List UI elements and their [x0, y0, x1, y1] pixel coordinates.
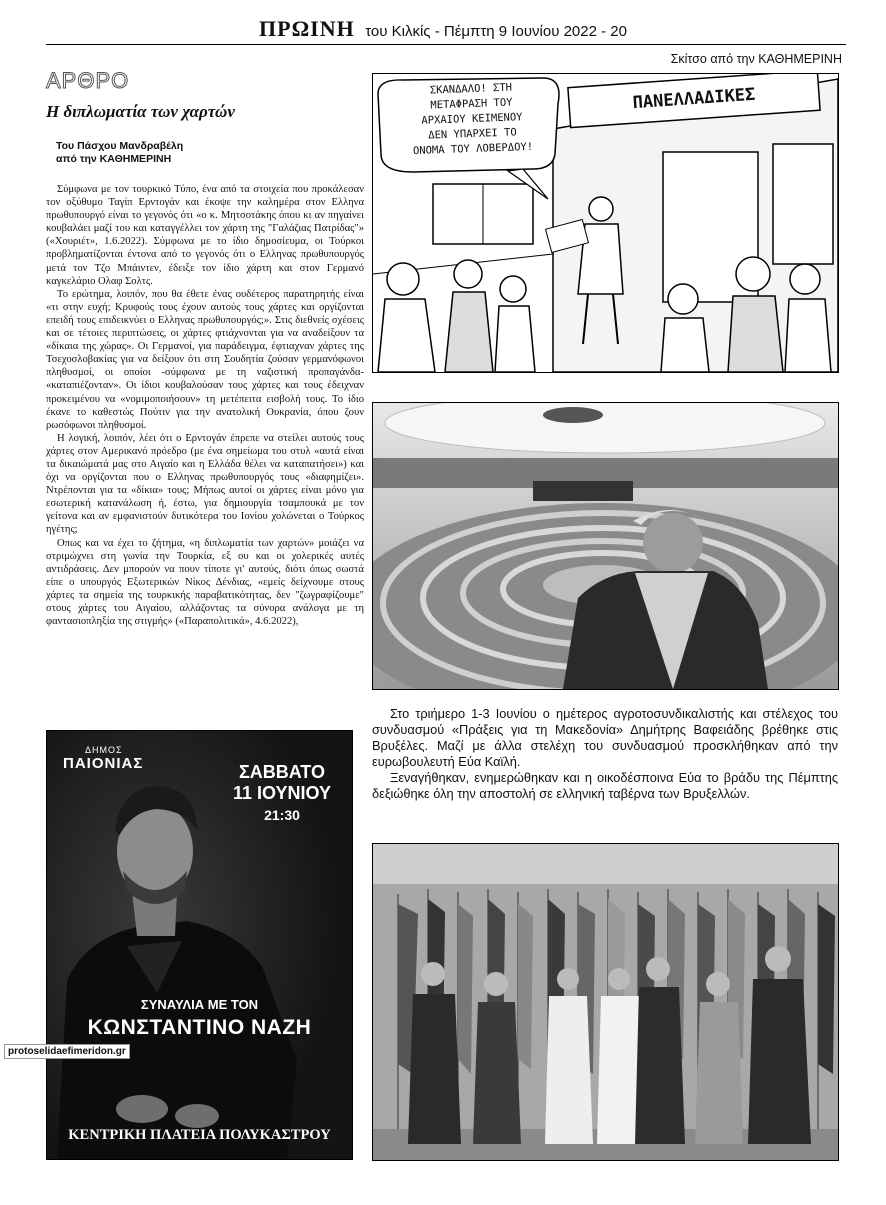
parliament-photo	[372, 402, 839, 690]
section-label: ΑΡΘΡΟ	[46, 68, 130, 93]
concert-day: ΣΑΒΒΑΤΟ	[239, 762, 325, 782]
caption-paragraph: Στο τριήμερο 1-3 Ιουνίου ο ημέτερος αγροτοσυνδικαλιστής και στέλεχος του συνδυασμού «Πράξεις για τη Μακεδονία» Δημήτρης Βαφειάδης βρέθηκε στις Βρυξέλες. Μαζί με άλλα στελέχη του συνδυασμού προσκλήθηκαν από την ευρωβουλευτή Εύα Καϊλή.	[372, 706, 838, 769]
byline-source: από την ΚΑΘΗΜΕΡΙΝΗ	[56, 153, 172, 165]
concert-venue: ΚΕΝΤΡΙΚΗ ΠΛΑΤΕΙΑ ΠΟΛΥΚΑΣΤΡΟΥ	[68, 1127, 331, 1143]
concert-time: 21:30	[264, 807, 300, 823]
speech-line: ΟΝΟΜΑ ΤΟΥ ΛΟΒΕΡΔΟΥ!	[412, 140, 534, 158]
logo-main-text: ΠΑΙΟΝΙΑΣ	[63, 755, 144, 772]
speech-line: ΜΕΤΑΦΡΑΣΗ ΤΟΥ	[430, 96, 513, 112]
watermark: protoselidaefimeridon.gr	[4, 1044, 130, 1059]
parliament-photo-drawing	[373, 403, 838, 689]
logo-top-text: ΔΗΜΟΣ	[85, 745, 123, 755]
cartoon	[372, 73, 839, 373]
group-photo	[372, 843, 839, 1161]
photo-caption	[372, 706, 838, 802]
group-photo-drawing	[373, 844, 838, 1160]
speech-line: ΔΕΝ ΥΠΑΡΧΕΙ ΤΟ	[428, 126, 517, 142]
header-rule	[46, 44, 846, 45]
issue-info: του Κιλκίς - Πέμπτη 9 Ιουνίου 2022 - 20	[365, 23, 627, 40]
article-body	[46, 183, 364, 713]
article-paragraph: Οπως και να έχει το ζήτημα, «η διπλωματία των χαρτών» μοιάζει να στριμώχνει στη γωνία την Τουρκία, εξ ου και οι χολερικές αυτές αντιδράσεις. Δεν μπορούν να πουν τίποτε γι' αυτούς, διότι όπως σωστά είπε ο υπουργός Εξωτερικών Νίκος Δένδιας, «εμείς δείχνουμε στους χάρτες τα σημεία της τουρκικής παραβατικότητας, δεν "ζωγραφίζουμε" στους χάρτες του Αιγαίου, αλλάζοντας τα σύνορα ανάλογα με τη φαντασιοπληξία της στιγμής» («Παραπολιτικά», 4.6.2022),	[46, 537, 364, 628]
concert-ad	[46, 730, 353, 1160]
caption-paragraph: Ξεναγήθηκαν, ενημερώθηκαν και η οικοδέσποινα Εύα το βράδυ της Πέμπτης δεξιώθηκε όλη την αποστολή σε ελληνική ταβέρνα των Βρυξελλών.	[372, 770, 838, 801]
byline	[56, 140, 183, 166]
article-paragraph: Σύμφωνα με τον τουρκικό Τύπο, ένα από τα στοιχεία που προκάλεσαν τον οξύθυμο Ταγίπ Ερντογάν και έκοψε την καλημέρα στον Ελληνα πρωθυπουργό είναι το γεγονός ότι «ο κ. Μητσοτάκης όπου κι αν πηγαίνει κουβαλάει μαζί του και καταγγέλλει τον χάρτη της "Γαλάζιας Πατρίδας"» («Χουριέτ», 1.6.2022). Σύμφωνα με το ίδιο δημοσίευμα, οι Τούρκοι προβληματίζονται έντονα από το γεγονός ότι ο Ελληνας πρωθυπουργός μετά τον Τζο Μπάιντεν, έδειξε τον ίδιο χάρτη και στον Γερμανό καγκελάριο Ολαφ Σολτς.	[46, 184, 364, 287]
byline-author: Του Πάσχου Μανδραβέλη	[56, 140, 184, 152]
cartoon-speech	[386, 79, 559, 160]
article-paragraph: Το ερώτημα, λοιπόν, που θα έθετε ένας ουδέτερος παρατηρητής είναι «τι στην ευχή; Κρυφούς τους έχουν αυτούς τους χάρτες και οργίζονται επειδή τους επιδεικνύει ο Ελληνας πρωθυπουργός;». Στις διεθνείς σχέσεις και σε τέτοιες περιπτώσεις, οι χάρτες φτιάχνονται για να αναδείξουν τα «δίκαια της χώρας». Οι Γερμανοί, για παράδειγμα, έφτιαχναν χάρτες της Τσεχοσλοβακίας για να δείξουν ότι στη Σουδητία ζούσαν γερμανόφωνοι πληθυσμοί, οι οποίοι -σύμφωνα με τη ναζιστική προπαγάνδα- «καταπιέζονταν». Οι ίδιοι κουβαλούσαν τους χάρτες και τους έδειχναν προκειμένου να «νομιμοποιήσουν» τη μετέπειτα εισβολή τους. Το ίδιο έκανε το καθεστώς Πούτιν για την ανατολική Ουκρανία, όπου ζουν ρωσόφωνοι πληθυσμοί.	[46, 288, 364, 431]
speech-line: ΣΚΑΝΔΑΛΟ! ΣΤΗ	[429, 81, 513, 97]
cartoon-sign: ΠΑΝΕΛΛΑΔΙΚΕΣ	[632, 84, 756, 114]
article-title: Η διπλωματία των χαρτών	[46, 102, 235, 121]
concert-date: 11 ΙΟΥΝΙΟΥ	[232, 783, 332, 803]
speech-line: ΑΡΧΑΙΟΥ ΚΕΙΜΕΝΟΥ	[421, 111, 523, 127]
concert-subtitle: ΣΥΝΑΥΛΙΑ ΜΕ ΤΟΝ	[140, 997, 259, 1012]
performer-name: ΚΩΝΣΤΑΝΤΙΝΟ ΝΑΖΗ	[87, 1016, 312, 1039]
municipality-logo	[63, 745, 143, 773]
sketch-credit: Σκίτσο από την ΚΑΘΗΜΕΡΙΝΗ	[670, 52, 842, 66]
article-paragraph: Η λογική, λοιπόν, λέει ότι ο Ερντογάν έπρεπε να στείλει αυτούς τους χάρτες στον Αμερικανό πρόεδρο (με ένα σημείωμα του στυλ «αυτά είναι τα δικαιώματά μας στο Αιγαίο και η Ελλάδα θέλει να καταπατήσει») και όχι να οργίζονται που ο Ελληνας πρωθυπουργός τους «διαφημίζει». Ντρέπονται για τα «δίκια» τους; Μήπως αυτοί οι χάρτες είναι μόνο για εσωτερική κατανάλωση ή, έστω, για δημιουργία τσαμπουκά με τον γείτονα και αν εμφανιστούν δυτικότερα του Ιονίου χολώνεται ο Τούρκος ηγέτης;	[46, 432, 364, 536]
newspaper-name: ΠΡΩΙΝΗ	[259, 16, 355, 41]
